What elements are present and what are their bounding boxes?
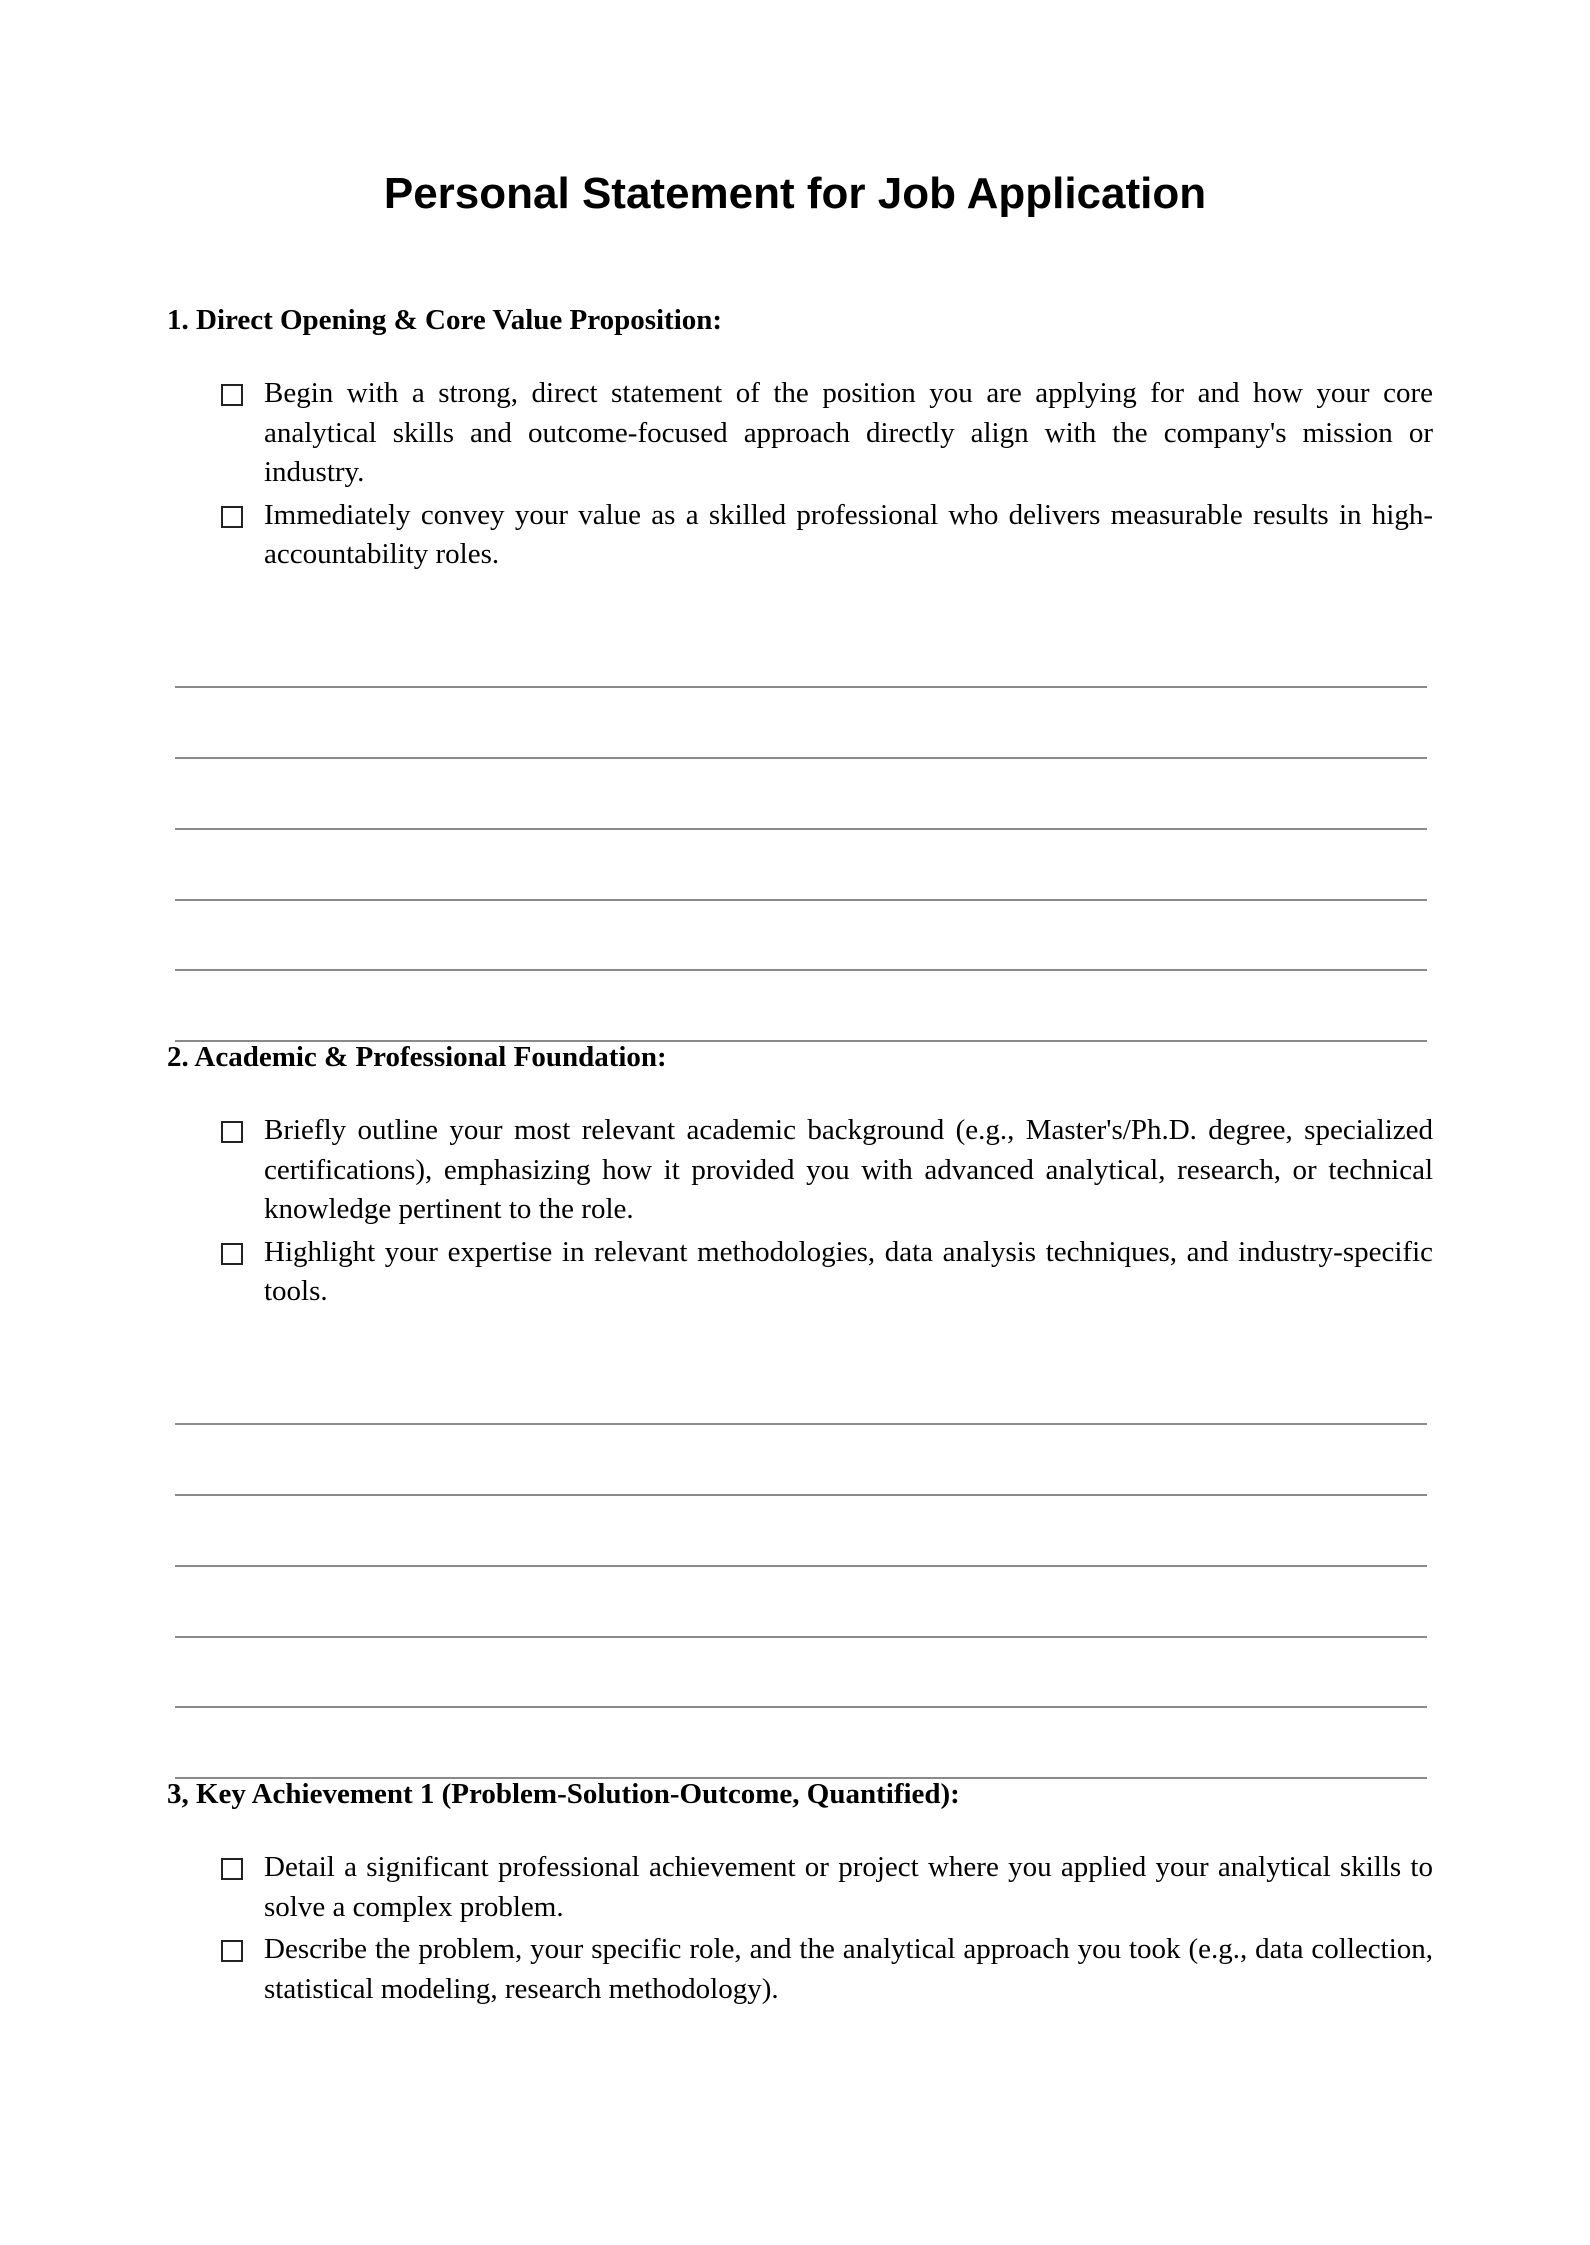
writing-line[interactable] [175,759,1427,830]
section-key-achievement [167,1774,1433,2012]
writing-line[interactable] [175,830,1427,901]
writing-line[interactable] [175,1567,1427,1638]
checkbox[interactable] [221,1243,243,1265]
checklist-item-text: Immediately convey your value as a skilled professional who delivers measurable results in high-accountability roles. [264,498,1433,570]
page-title: Personal Statement for Job Application [383,169,1207,218]
checklist-item [167,1930,1433,2009]
checklist-item [167,1111,1433,1230]
checklist [167,1111,1433,1312]
writing-line[interactable] [175,1638,1427,1709]
checklist-item [167,496,1433,575]
checkbox[interactable] [221,1858,243,1880]
checklist-item-text: Begin with a strong, direct statement of the position you are applying for and how your core analytical skills and outcome-focused approach directly align with the company's mission or industry. [264,377,1433,488]
checklist-item-text: Detail a significant professional achievement or project where you applied your analytical skills to solve a complex problem. [264,1851,1433,1923]
checklist [167,1848,1433,2009]
checklist [167,374,1433,575]
section-heading: 1. Direct Opening & Core Value Proposition: [167,304,723,336]
writing-line[interactable] [175,618,1427,689]
checklist-item-text: Highlight your expertise in relevant methodologies, data analysis techniques, and industry-specific tools. [264,1235,1433,1307]
checklist-item-text: Describe the problem, your specific role, and the analytical approach you took (e.g., data collection, statistical modeling, research methodology). [264,1933,1433,2005]
writing-line[interactable] [175,1355,1427,1426]
checkbox[interactable] [221,506,243,528]
checklist-item [167,1233,1433,1312]
checkbox[interactable] [221,1940,243,1962]
checkbox[interactable] [221,384,243,406]
writing-line[interactable] [175,971,1427,1042]
writing-line[interactable] [175,901,1427,972]
section-direct-opening [167,300,1433,1042]
checkbox[interactable] [221,1121,243,1143]
writing-line[interactable] [175,688,1427,759]
checklist-item [167,1848,1433,1927]
writing-line[interactable] [175,1708,1427,1779]
writing-line[interactable] [175,1496,1427,1567]
section-heading: 3, Key Achievement 1 (Problem-Solution-Outcome, Quantified): [167,1778,960,1810]
writing-area[interactable] [175,618,1427,1043]
section-heading: 2. Academic & Professional Foundation: [167,1041,667,1073]
writing-area[interactable] [175,1355,1427,1780]
checklist-item [167,374,1433,493]
checklist-item-text: Briefly outline your most relevant academic background (e.g., Master's/Ph.D. degree, specialized certifications), emphasizing how it provided you with advanced analytical, research, or technical knowledge pertinent to the role. [264,1114,1433,1225]
section-academic-foundation [167,1037,1433,1779]
writing-line[interactable] [175,1425,1427,1496]
